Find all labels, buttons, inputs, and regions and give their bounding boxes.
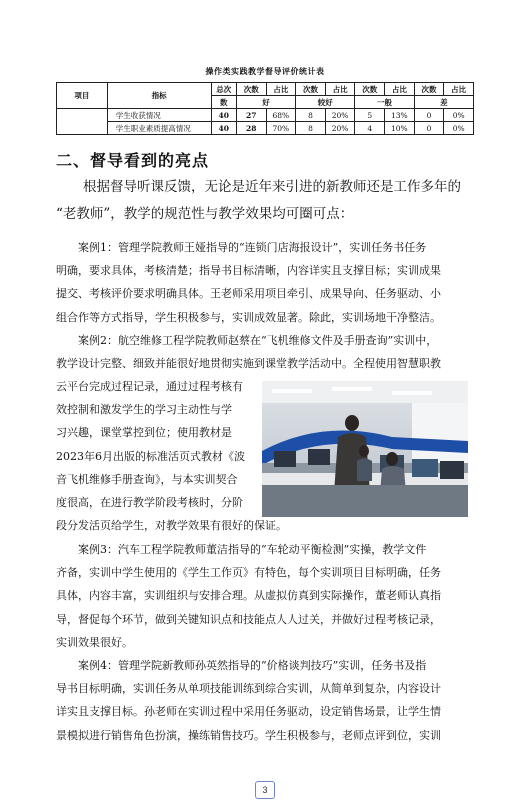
intro-line: “老教师”，教学的规范性与教学效果均可圈可点： xyxy=(56,206,354,222)
case1-line: 案例1：管理学院教师王娅指导的“连锁门店海报设计”，实训任务书任务 xyxy=(78,241,427,254)
value-cell: 5 xyxy=(355,109,385,122)
total-cell: 40 xyxy=(211,122,236,135)
header-count: 次数 xyxy=(355,83,385,96)
case3-line: 具体，内容丰富，实训组织与安排合理。从虚拟仿真到实际操作，董老师认真指 xyxy=(56,589,441,603)
case2-line: 云平台完成过程记录，通过过程考核有 xyxy=(56,380,243,393)
case1-line: 明确，要求具体，考核清楚；指导书目标清晰，内容详实且支撑目标；实训成果 xyxy=(56,264,441,278)
section-heading: 二、督导看到的亮点 xyxy=(56,151,210,170)
indicator-cell: 学生职业素质提高情况 xyxy=(107,122,211,135)
header-total: 总次 xyxy=(211,83,236,96)
case2-line: 音飞机维修手册查询》，与本实训契合 xyxy=(56,472,238,486)
case4-line: 景模拟进行销售角色扮演，操练销售技巧。学生积极参与，老师点评到位，实训 xyxy=(56,728,441,742)
case2-line: 效控制和激发学生的学习主动性与学 xyxy=(56,403,232,417)
case3-line: 案例3：汽车工程学院教师董洁指导的“车轮动平衡检测”实操，教学文件 xyxy=(78,543,427,556)
case3-line: 实训效果很好。 xyxy=(56,635,133,649)
case2-wrapped-text xyxy=(56,375,258,514)
header-level-fair: 较好 xyxy=(296,96,355,109)
case2-paragraph xyxy=(56,329,474,375)
value-cell: 20% xyxy=(325,122,355,135)
header-indicator: 指标 xyxy=(107,83,211,109)
case3-line: 导，督促每个环节，做到关键知识点和技能点人人过关，并做好过程考核记录， xyxy=(56,612,441,626)
case2-line: 案例2：航空维修工程学院教师赵蔡在“飞机维修文件及手册查询”实训中， xyxy=(78,334,438,347)
case3-paragraph xyxy=(56,538,474,654)
indicator-cell: 学生收获情况 xyxy=(107,109,211,122)
value-cell: 28 xyxy=(236,122,266,135)
case2-line: 习兴趣，课堂掌控到位；使用教材是 xyxy=(56,426,232,440)
intro-paragraph xyxy=(56,174,474,228)
header-level-good: 好 xyxy=(236,96,295,109)
table-row xyxy=(57,122,474,135)
header-count: 次数 xyxy=(296,83,326,96)
page-number-box: 3 xyxy=(255,781,275,799)
case4-line: 详实且支撑目标。孙老师在实训过程中采用任务驱动，设定销售场景，让学生情 xyxy=(56,705,441,719)
header-level-poor: 差 xyxy=(414,96,473,109)
case4-line: 导书目标明确，实训任务从单项技能训练到综合实训，从简单到复杂，内容设计 xyxy=(56,682,441,696)
case1-line: 组合作等方式指导，学生积极参与，实训成效显著。除此，实训场地干净整洁。 xyxy=(56,310,441,324)
table-title: 操作类实践教学督导评价统计表 xyxy=(205,66,325,76)
header-count: 次数 xyxy=(236,83,266,96)
table-header-row xyxy=(57,83,474,96)
value-cell: 8 xyxy=(296,122,326,135)
header-total-cont: 数 xyxy=(211,96,236,109)
header-level-average: 一般 xyxy=(355,96,414,109)
evaluation-stats-table xyxy=(56,82,474,135)
value-cell: 20% xyxy=(325,109,355,122)
header-count: 次数 xyxy=(414,83,444,96)
value-cell: 0 xyxy=(414,122,444,135)
header-ratio: 占比 xyxy=(325,83,355,96)
value-cell: 0 xyxy=(414,109,444,122)
header-ratio: 占比 xyxy=(266,83,296,96)
value-cell: 10% xyxy=(385,122,415,135)
item-cell xyxy=(57,109,108,135)
value-cell: 13% xyxy=(385,109,415,122)
case3-line: 齐备，实训中学生使用的《学生工作页》有特色，每个实训项目目标明确，任务 xyxy=(56,566,441,580)
header-ratio: 占比 xyxy=(444,83,474,96)
case2-line: 教学设计完整、细致并能很好地贯彻实施到课堂教学活动中。全程使用智慧职教 xyxy=(56,357,441,371)
value-cell: 68% xyxy=(266,109,296,122)
table-row xyxy=(57,109,474,122)
value-cell: 70% xyxy=(266,122,296,135)
total-cell: 40 xyxy=(211,109,236,122)
case4-paragraph xyxy=(56,654,474,747)
value-cell: 8 xyxy=(296,109,326,122)
value-cell: 27 xyxy=(236,109,266,122)
value-cell: 0% xyxy=(444,122,474,135)
case4-line: 案例4：管理学院新教师孙英然指导的“价格谈判技巧”实训，任务书及指 xyxy=(78,659,427,672)
case1-line: 提交、考核评价要求明确具体。王老师采用项目牵引、成果导向、任务驱动、小 xyxy=(56,287,441,301)
case2-line: 2023年6月出版的标准活页式教材《波 xyxy=(56,449,245,463)
header-item: 项目 xyxy=(57,83,108,109)
case1-paragraph xyxy=(56,236,474,329)
page-number xyxy=(0,778,530,799)
case2-last-line: 段分发活页给学生，对教学效果有很好的保证。 xyxy=(56,519,287,532)
value-cell: 4 xyxy=(355,122,385,135)
intro-line: 根据督导听课反馈，无论是近年来引进的新教师还是工作多年的 xyxy=(83,179,461,195)
classroom-photo xyxy=(262,381,468,517)
value-cell: 0% xyxy=(444,109,474,122)
case2-line: 度很高，在进行教学阶段考核时，分阶 xyxy=(56,496,243,510)
header-ratio: 占比 xyxy=(385,83,415,96)
